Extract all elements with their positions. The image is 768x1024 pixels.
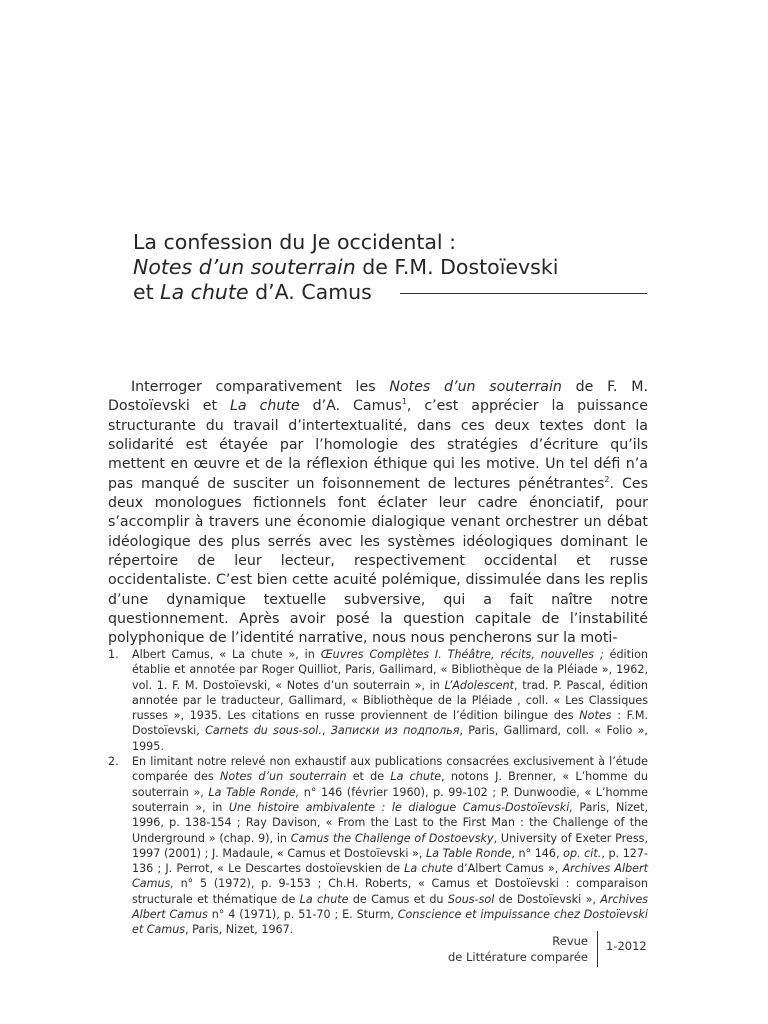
title-author-dostoevsky: de F.M. Dostoïevski [355,255,559,279]
footnote-ref-1[interactable]: 1 [401,397,407,407]
footnote-number: 1. [108,648,119,661]
article-title [133,230,653,305]
title-author-camus: d’A. Camus [248,280,372,304]
title-work-dostoevsky: Notes d’un souterrain [133,255,356,279]
footnote-1: 1. Albert Camus, « La chute », in Œuvres Complètes I. Théâtre, récits, nouvelles ; édition établie et annotée par Roger Quilliot, Paris, Gallimard, « Bibliothèque de la Pléiade », 1962, vol. 1. F. M. Dostoïevski, « Notes d’un souterrain », in L’Adolescent, trad. P. Pascal, édition annotée par le traducteur, Gallimard, « Bibliothèque de la Pléiade , coll. « Les Classiques russes », 1935. Les citations en russe proviennent de l’édition bilingue des Notes : F.M. Dostoïevski, Carnets du sous-sol., Записки из подполья, Paris, Gallimard, coll. « Folio », 1995. [108,648,648,753]
footnote-2: 2. En limitant notre relevé non exhaustif aux publications consacrées exclusivement à l’étude comparée des Notes d’un souterrain et de La chute, notons J. Brenner, « L’homme du souterrain », La Table Ronde, n° 146 (février 1960), p. 99-102 ; P. Dunwoodie, « L’homme souterrain », in Une histoire ambivalente : le dialogue Camus-Dostoïevski, Paris, Nizet, 1996, p. 138-154 ; Ray Davison, « From the Last to the First Man : the Challenge of the Underground » (chap. 9), in Camus the Challenge of Dostoevsky, University of Exeter Press, 1997 (2001) ; J. Madaule, « Camus et Dostoïevski », La Table Ronde, n° 146, op. cit., p. 127-136 ; J. Perrot, « Le Descartes dostoïevskien de La chute d’Albert Camus », Archives Albert Camus, n° 5 (1972), p. 9-153 ; Ch.H. Roberts, « Camus et Dostoïevski : comparaison structurale et thématique de La chute de Camus et du Sous-sol de Dostoïevski », Archives Albert Camus n° 4 (1971), p. 51-70 ; E. Sturm, Conscience et impuissance chez Dostoïevski et Camus, Paris, Nizet, 1967. [108,755,649,937]
journal-line-2: de Littérature comparée [447,950,588,964]
issue-number: 1-2012 [606,939,647,953]
body-text [108,378,648,649]
footer-divider [597,931,598,967]
title-rule [400,293,647,294]
footnotes [108,647,648,938]
title-work-camus: La chute [160,280,249,304]
footnote-ref-2[interactable]: 2 [604,474,610,484]
paragraph: Interroger comparativement les Notes d’un souterrain de F. M. Dostoïevski et La chute d’A. Camus$^1$, c’est apprécier la puissance structurante du travail d’intertextualité, dans ces deux textes dont la solidarité est étayée par l’homologie des stratégies d’écriture qu’ils mettent en œuvre et de la réflexion éthique qui les motive. Un tel défi n’a pas manqué de susciter un foisonnement de lectures pénétrantes$^2$. Ces deux monologues fictionnels font éclater leur cadre énonciatif, pour s’accomplir à travers une économie dialogique venant orchestrer un débat idéologique des plus serrés avec les systèmes idéologiques dominant le répertoire de leur lecteur, respectivement occidental et russe occidentaliste. C’est bien cette acuité polémique, dissimulée dans les replis d’une dynamique textuelle subversive, qui a fait naître notre questionnement. Après avoir posé la question capitale de l’instabilité polyphonique de l’identité narrative, nous nous pencherons sur la moti- [108,379,649,647]
title-and: et [133,280,161,304]
journal-line-1: Revue [552,934,588,948]
title-line-2 [133,255,653,280]
title-line-1: La confession du Je occidental : [133,230,457,254]
journal-name [448,933,588,965]
footnote-number: 2. [108,755,119,769]
